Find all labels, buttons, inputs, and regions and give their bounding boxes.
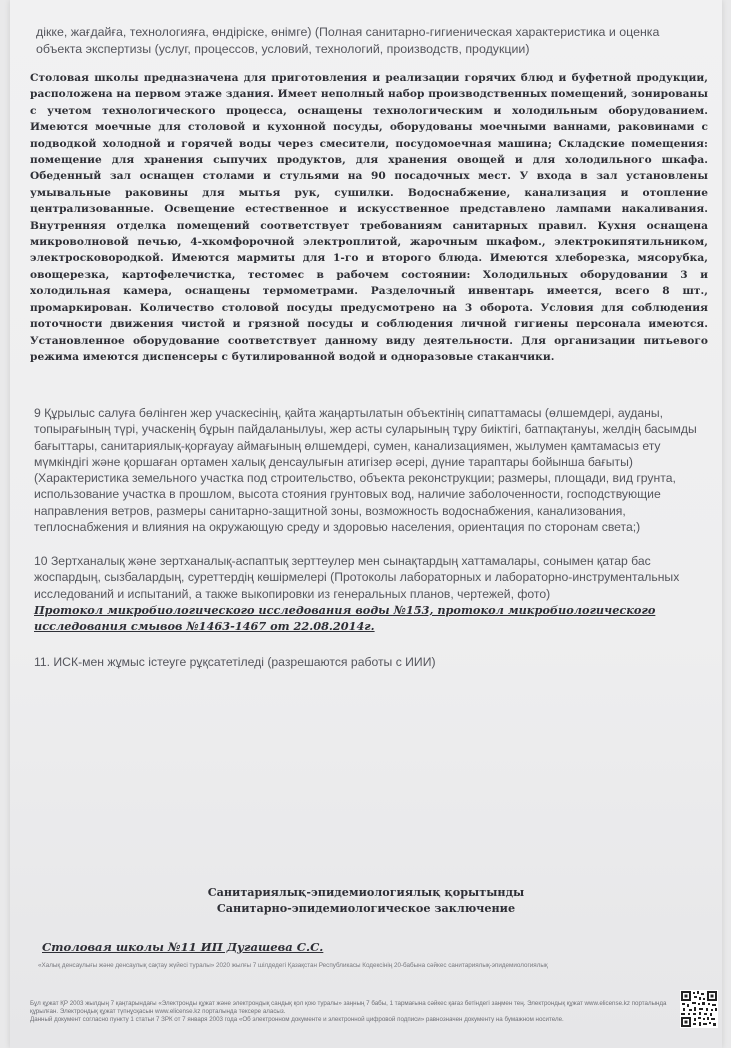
legal-fine-print: «Халық денсаулығы және денсаулық сақтау жүйесі туралы» 2020 жылғы 7 шілдедегі Қазақстан Республикасы Кодексінің 20-бабына сәйкес санитариялық-эпидемиологиялық: [38, 962, 548, 969]
section-9-heading: 9 Құрылыс салуға бөлінген жер учаскесінің, қайта жаңартылатын объектінің сипаттамасы (өлшемдері, ауданы, топырағының түрі, учаскенің бұрын пайдаланылуы, жер асты суларының тұру биіктігі, батпақтануы, желдің басымды бағыттары, санитариялық-қорғауау аймағының өлшемдері, сумен, канализациямен, жылумен қамтамасыз ету мүмкіндігі және қоршаған ортамен халық денсаулығын атигізер әсері, дүние тараптары бойынша бағыты) (Характеристика земельного участка под строительство, объекта реконструкции; размеры, площади, вид грунта, использование участка в прошлом, высота стояния грунтовых вод, наличие заболоченности, господствующие направления ветров, размеры санитарно-защитной зоны, возможность водоснабжения, канализования, теплоснабжения и влияния на окружающую среду и здоровью населения, ориентация по сторонам света;): [34, 406, 697, 535]
signer-organization: Столовая школы №11 ИП Дугашева С.С.: [42, 940, 324, 954]
footer-ru: Данный документ согласно пункту 1 статьи 7 ЗРК от 7 января 2003 года «Об электронном документе и электронной цифровой подписи» равнозначен документу на бумажном носителе.: [30, 1016, 564, 1024]
section-10-heading: 10 Зертханалық және зертханалық-аспаптық зерттеулер мен сынақтардың хаттамалары, сонымен қатар бас жоспардың, сызбалардың, суреттердің көшірмелері (Протоколы лабораторных и лабораторно-инструментальных исследований и испытаний, а также выкопировки из генеральных планов, чертежей, фото): [34, 554, 680, 601]
footer-kz: Бұл құжат ҚР 2003 жылдың 7 қаңтарындағы «Электронды құжат және электрондық сандық қол қою туралы» заңның 7 бабы, 1 тармағына сәйкес қағаз бетіндегі заңмен тең. Электрондық құжат www.elicense.kz порталында құрылған. Электрондық құжат түпнұсқасын www.elicense.kz порталында тексере аласыз.: [30, 1000, 667, 1016]
conclusion-title: [10, 884, 722, 916]
section-8-header-tail: дікке, жағдайға, технологияға, өндіріске, өнімге) (Полная санитарно-гигиеническая характеристика и оценка объекта экспертизы (услуг, процессов, условий, технологий, производств, продукции): [36, 25, 660, 56]
conclusion-title-kz: Санитариялық-эпидемиологиялық қорытынды: [207, 885, 525, 899]
electronic-document-footer: [30, 1000, 670, 1025]
document-page: [10, 0, 722, 1048]
section-8-description: Столовая школы предназначена для приготовления и реализации горячих блюд и буфетной продукции, расположена на первом этаже здания. Имеет неполный набор производственных помещений, зонированы с учетом технологического процесса, оснащены технологическим и холодильным оборудованием. Имеются моечные для столовой и кухонной посуды, оборудованы моечными ваннами, раковинами с подводкой холодной и горячей воды через смесители, посудомоечная машина; Складские помещения: помещение для хранения сыпучих продуктов, для хранения овощей и для холодильного шкафа. Обеденный зал оснащен столами и стульями на 90 посадочных мест. У входа в зал установлены умывальные раковины для мытья рук, сушилки. Водоснабжение, канализация и отопление централизованные. Освещение естественное и искусственное представлено лампами накаливания. Внутренняя отделка помещений соответствует требованиям санитарных правил. Кухня оснащена микроволновой печью, 4-хкомфорочной электроплитой, жарочным шкафом., электрокипятильником, электросковородкой. Имеются мармиты для 1-го и второго блюда. Имеются хлеборезка, мясорубка, овощерезка, картофелечистка, тестомес в рабочем состоянии: Холодильных оборудовании 3 и холодильная камера, оснащены термометрами. Разделочный инвентарь имеется, всего 8 шт., промаркирован. Количество столовой посуды предусмотрено на 3 оборота. Условия для соблюдения поточности движения чистой и грязной посуды и соблюдения личной гигиены персонала имеются. Установленное оборудование соответствует данному виду деятельности. Для организации питьевого режима имеются диспенсеры с бутилированной водой и одноразовые стаканчики.: [30, 72, 708, 363]
conclusion-title-ru: Санитарно-эпидемиологическое заключение: [216, 901, 516, 915]
qr-code-icon: [680, 990, 718, 1028]
section-10-block: [34, 553, 709, 634]
section-10-protocols: Протокол микробиологического исследования воды №153, протокол микробиологического исследования смывов №1463-1467 от 22.08.2014г.: [34, 602, 656, 634]
section-11-heading: 11. ИСК-мен жұмыс істеуге рұқсатетіледі (разрешаются работы с ИИИ): [34, 655, 436, 669]
